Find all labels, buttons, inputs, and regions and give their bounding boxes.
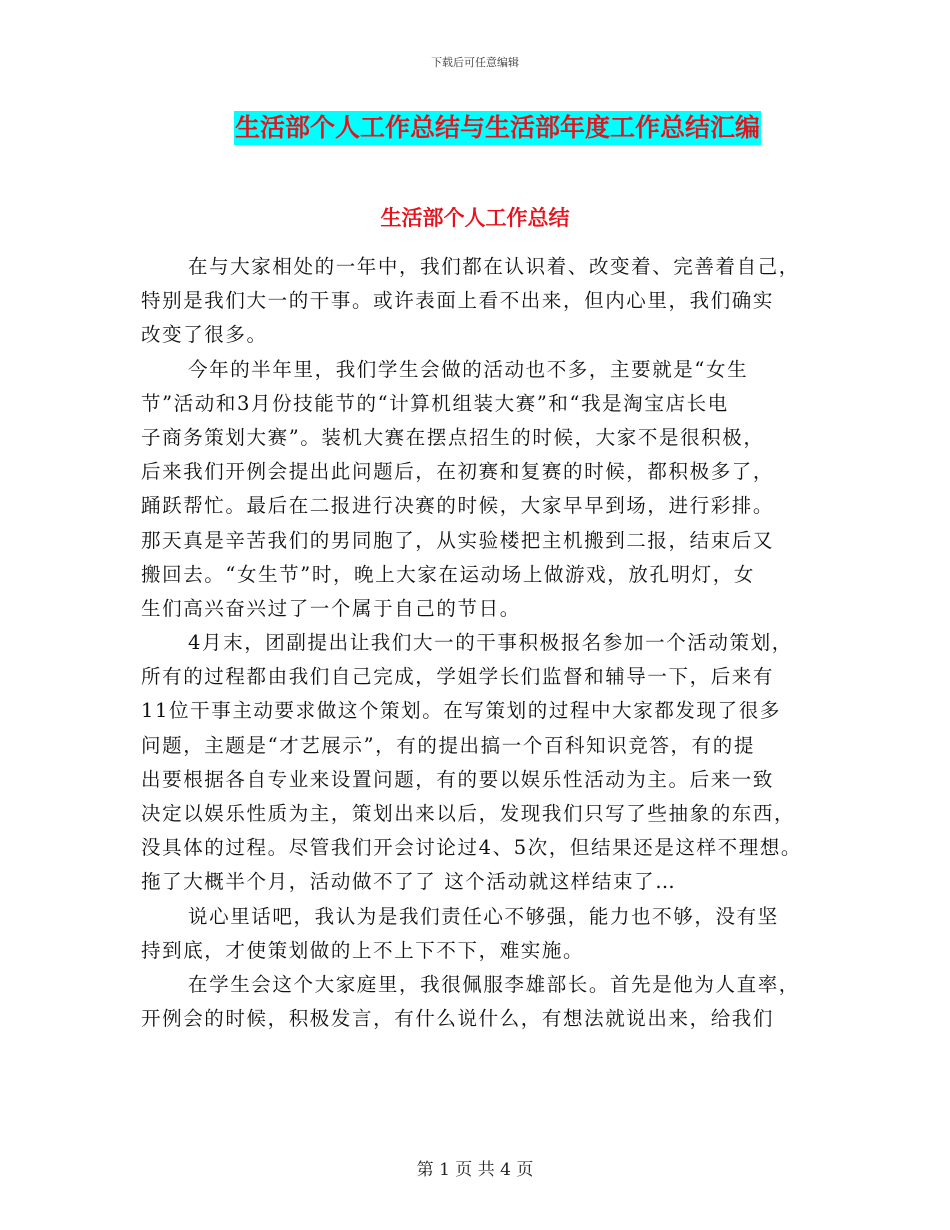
body-line: 生们高兴奋兴过了一个属于自己的节日。 [141, 596, 521, 620]
body-line: 今年的半年里，我们学生会做的活动也不多，主要就是“女生 [188, 357, 749, 381]
body-line: 改变了很多。 [141, 323, 268, 347]
body-line: 问题，主题是“才艺展示”，有的提出搞一个百科知识竞答，有的提 [141, 733, 755, 757]
body-line: 在与大家相处的一年中，我们都在认识着、改变着、完善着自己， [188, 255, 800, 278]
body-line: 所有的过程都由我们自己完成，学姐学长们监督和辅导一下，后来有 [141, 665, 775, 689]
body-line: 搬回去。“女生节”时，晚上大家在运动场上做游戏，放孔明灯，女 [141, 562, 755, 586]
body-line: 决定以娱乐性质为主，策划出来以后，发现我们只写了些抽象的东西， [141, 802, 796, 825]
body-line: 拖了大概半个月，活动做不了了 这个活动就这样结束了… [141, 870, 677, 894]
header-note: 下载后可任意编辑 [431, 56, 519, 69]
body-line: 特别是我们大一的干事。或许表面上看不出来，但内心里，我们确实 [141, 289, 775, 313]
body-line: 子商务策划大赛”。装机大赛在摆点招生的时候，大家不是很积极， [141, 425, 765, 449]
doc-title-wrap [0, 111, 950, 145]
body-line: 11位干事主动要求做这个策划。在写策划的过程中大家都发现了很多 [141, 699, 781, 723]
section-title: 生活部个人工作总结 [380, 206, 570, 230]
body-line: 持到底，才使策划做的上不上下不下，难实施。 [141, 938, 585, 962]
body-text [141, 250, 821, 1036]
body-line: 踊跃帮忙。最后在二报进行决赛的时候，大家早早到场，进行彩排。 [141, 494, 775, 518]
body-line: 开例会的时候，积极发言，有什么说什么，有想法就说出来，给我们 [141, 1007, 775, 1031]
body-line: 没具体的过程。尽管我们开会讨论过4、5次，但结果还是这样不理想。 [141, 836, 803, 860]
body-line: 那天真是辛苦我们的男同胞了，从实验楼把主机搬到二报，结束后又 [141, 528, 775, 552]
document-title: 生活部个人工作总结与生活部年度工作总结汇编 [234, 111, 761, 145]
body-line: 4月末，团副提出让我们大一的干事积极报名参加一个活动策划， [188, 631, 793, 655]
body-line: 后来我们开例会提出此问题后，在初赛和复赛的时候，都积极多了， [141, 460, 775, 484]
body-line: 说心里话吧，我认为是我们责任心不够强，能力也不够，没有坚 [188, 904, 779, 928]
body-line: 出要根据各自专业来设置问题，有的要以娱乐性活动为主。后来一致 [141, 767, 775, 791]
body-line: 在学生会这个大家庭里，我很佩服李雄部长。首先是他为人直率， [188, 972, 800, 996]
body-line: 节”活动和3月份技能节的“计算机组装大赛”和“我是淘宝店长电 [141, 391, 729, 415]
page-footer: 第 1 页 共 4 页 [416, 1160, 534, 1180]
